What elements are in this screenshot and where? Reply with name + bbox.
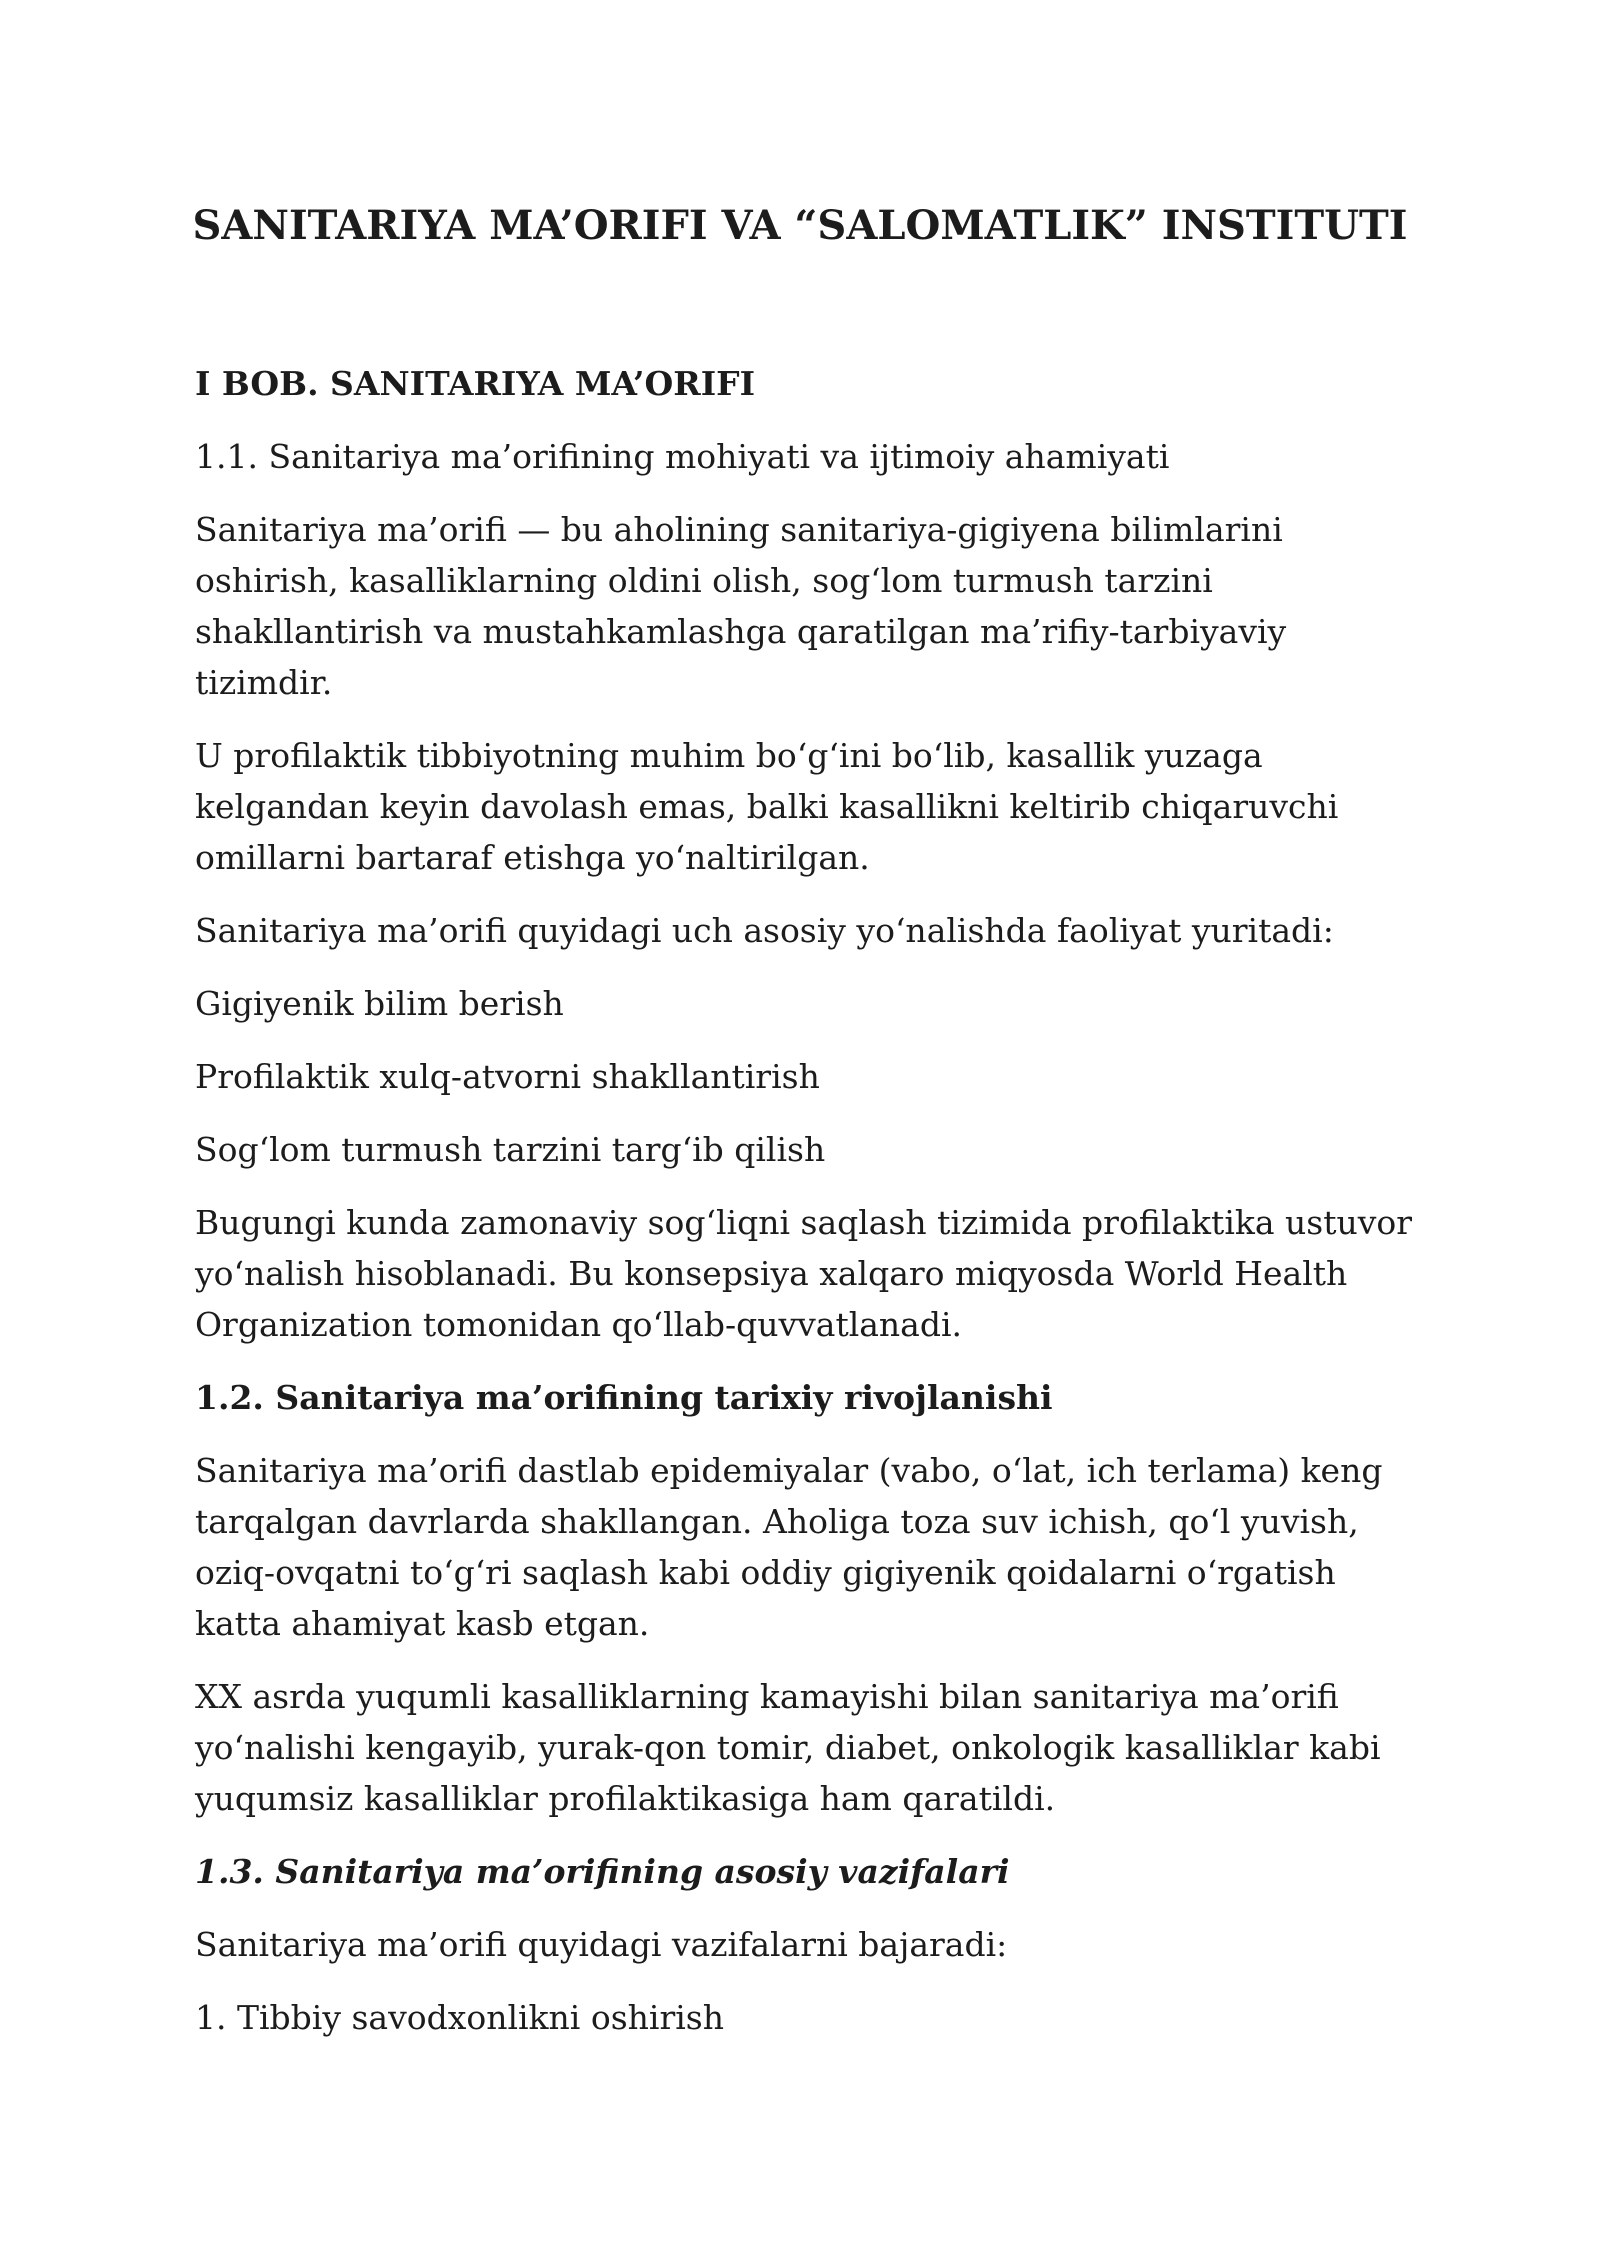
section-1-3-heading: 1.3. Sanitariya ma’orifining asosiy vazifalari bbox=[195, 1852, 1010, 1891]
direction-item: Gigiyenik bilim berish bbox=[195, 984, 564, 1023]
section-1-2-heading: 1.2. Sanitariya ma’orifining tarixiy rivojlanishi bbox=[195, 1378, 1053, 1417]
direction-item: Sog‘lom turmush tarzini targ‘ib qilish bbox=[195, 1130, 826, 1169]
section-1-1-heading: 1.1. Sanitariya ma’orifining mohiyati va ijtimoiy ahamiyati bbox=[195, 437, 1170, 476]
section-1-1-paragraph-3: Sanitariya ma’orifi quyidagi uch asosiy yo‘nalishda faoliyat yuritadi: bbox=[195, 911, 1334, 950]
document-body bbox=[195, 358, 1425, 2065]
chapter-heading: I BOB. SANITARIYA MA’ORIFI bbox=[195, 364, 756, 403]
section-1-1-paragraph-2: U profilaktik tibbiyotning muhim bo‘g‘ini bo‘lib, kasallik yuzaga kelgandan keyin davolash emas, balki kasallikni keltirib chiqaruvchi omillarni bartaraf etishga yo‘naltirilgan. bbox=[195, 736, 1339, 877]
direction-item: Profilaktik xulq-atvorni shakllantirish bbox=[195, 1057, 820, 1096]
task-item: 1. Tibbiy savodxonlikni oshirish bbox=[195, 1998, 724, 2037]
document-title: SANITARIYA MA’ORIFI VA “SALOMATLIK” INSTITUTI bbox=[192, 202, 1408, 249]
section-1-2-paragraph-1: Sanitariya ma’orifi dastlab epidemiyalar (vabo, o‘lat, ich terlama) keng tarqalgan davrlarda shakllangan. Aholiga toza suv ichish, qo‘l yuvish, oziq-ovqatni to‘g‘ri saqlash kabi oddiy gigiyenik qoidalarni o‘rgatish katta ahamiyat kasb etgan. bbox=[195, 1451, 1383, 1643]
section-1-1-paragraph-1: Sanitariya ma’orifi — bu aholining sanitariya-gigiyena bilimlarini oshirish, kasalliklarning oldini olish, sog‘lom turmush tarzini shakllantirish va mustahkamlashga qaratilgan ma’rifiy-tarbiyaviy tizimdir. bbox=[195, 510, 1287, 702]
section-1-2-paragraph-2: XX asrda yuqumli kasalliklarning kamayishi bilan sanitariya ma’orifi yo‘nalishi kengayib, yurak-qon tomir, diabet, onkologik kasalliklar kabi yuqumsiz kasalliklar profilaktikasiga ham qaratildi. bbox=[195, 1677, 1381, 1818]
section-1-1-paragraph-4: Bugungi kunda zamonaviy sog‘liqni saqlash tizimida profilaktika ustuvor yo‘nalish hisoblanadi. Bu konsepsiya xalqaro miqyosda World Health Organization tomonidan qo‘llab-quvvatlanadi. bbox=[195, 1203, 1413, 1344]
section-1-3-paragraph-1: Sanitariya ma’orifi quyidagi vazifalarni bajaradi: bbox=[195, 1925, 1008, 1964]
